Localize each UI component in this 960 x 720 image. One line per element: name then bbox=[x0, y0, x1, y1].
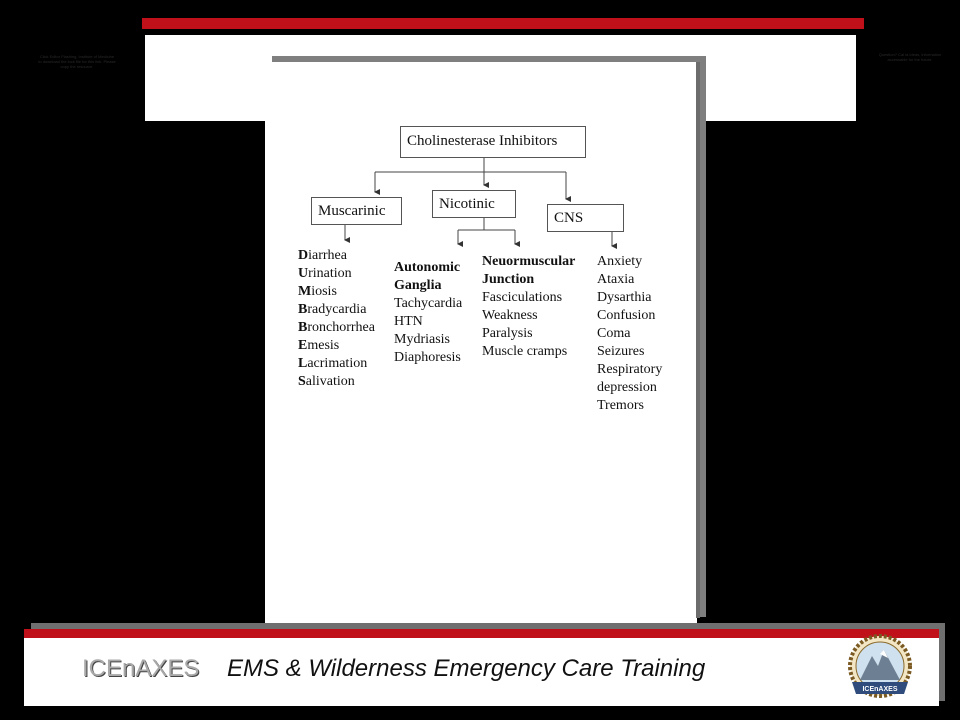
list-item: Diaphoresis bbox=[394, 350, 461, 365]
list-item: Tachycardia bbox=[394, 296, 463, 311]
list-item: Anxiety bbox=[597, 254, 643, 269]
autonomic-heading-line1: Autonomic bbox=[394, 260, 461, 275]
footer-accent-bar bbox=[24, 629, 939, 638]
list-item: Emesis bbox=[298, 338, 340, 353]
list-item: Fasciculations bbox=[482, 290, 563, 305]
neuromuscular-junction-list bbox=[482, 253, 575, 361]
footer-tagline: EMS & Wilderness Emergency Care Training bbox=[227, 655, 706, 682]
autonomic-ganglia-list bbox=[394, 259, 462, 367]
nmj-heading-line1: Neuormuscular bbox=[482, 254, 576, 269]
tiny-note-left: Click Editor Flashing, Institute of Medicine to download the lock file for this link. Please copy the resource. bbox=[38, 54, 116, 69]
node-cholinesterase-inhibitors bbox=[400, 126, 586, 158]
logo-text: ICEnAXES bbox=[862, 686, 898, 693]
list-item: Muscle cramps bbox=[482, 344, 568, 359]
list-item: depression bbox=[597, 380, 657, 395]
node-nicotinic bbox=[432, 190, 516, 218]
list-item: Paralysis bbox=[482, 326, 533, 341]
icenaxes-logo-icon bbox=[844, 632, 916, 704]
autonomic-heading-line2: Ganglia bbox=[394, 278, 442, 293]
node-cns-label: CNS bbox=[554, 210, 584, 226]
list-item: Respiratory bbox=[597, 362, 663, 377]
node-root-label: Cholinesterase Inhibitors bbox=[407, 133, 558, 149]
list-item: Coma bbox=[597, 326, 631, 341]
muscarinic-effects-list bbox=[298, 247, 375, 391]
list-item: Salivation bbox=[298, 374, 355, 389]
nmj-heading-line2: Junction bbox=[482, 272, 535, 287]
list-item: Confusion bbox=[597, 308, 656, 323]
footer-brand: ICEnAXES bbox=[82, 655, 200, 682]
list-item: HTN bbox=[394, 314, 423, 329]
list-item: Mydriasis bbox=[394, 332, 450, 347]
list-item: Ataxia bbox=[597, 272, 635, 287]
node-muscarinic-label: Muscarinic bbox=[318, 203, 386, 219]
list-item: Bradycardia bbox=[298, 302, 367, 317]
cns-effects-list bbox=[597, 253, 662, 415]
node-nicotinic-label: Nicotinic bbox=[439, 196, 495, 212]
list-item: Seizures bbox=[597, 344, 645, 359]
list-item: Diarrhea bbox=[298, 248, 347, 263]
node-muscarinic bbox=[311, 197, 402, 225]
list-item: Tremors bbox=[597, 398, 644, 413]
tiny-note-right: Question? Cal la Ideas, information accessable for the future. bbox=[878, 52, 942, 62]
list-item: Miosis bbox=[298, 284, 337, 299]
list-item: Bronchorrhea bbox=[298, 320, 375, 335]
node-cns bbox=[547, 204, 624, 232]
list-item: Dysarthia bbox=[597, 290, 652, 305]
list-item: Weakness bbox=[482, 308, 538, 323]
list-item: Lacrimation bbox=[298, 356, 368, 371]
list-item: Urination bbox=[298, 266, 352, 281]
